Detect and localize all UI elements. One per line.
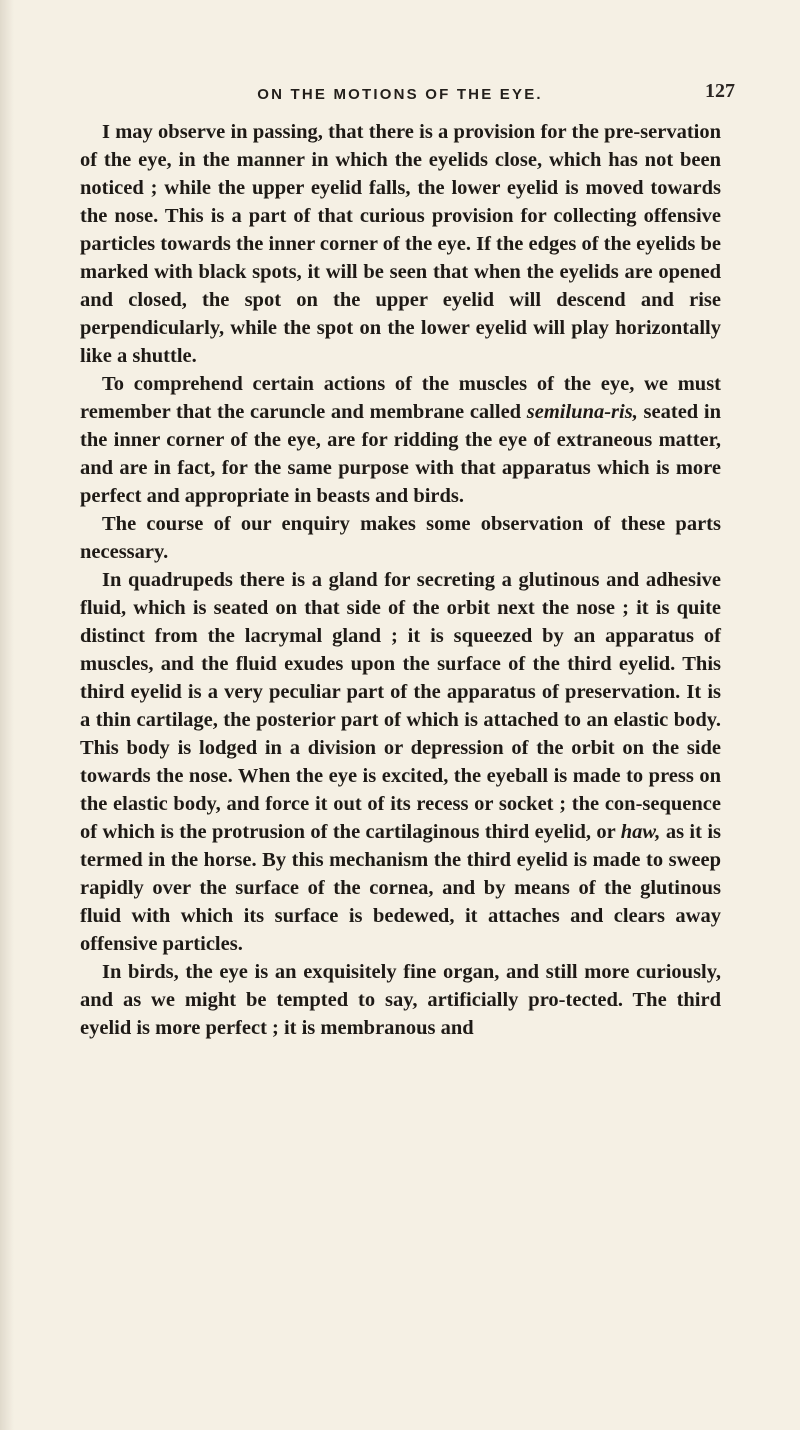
running-header: ON THE MOTIONS OF THE EYE. <box>257 86 543 103</box>
paragraph-2-term-semilunaris: semiluna-ris, <box>526 401 638 423</box>
paragraph-5: In birds, the eye is an exquisitely fine organ, and still more curiously, and as we might be tempted to say, artificially pro-tected. The third eyelid is more perfect ; it is membranous and <box>80 961 721 1039</box>
paragraph-4 <box>80 566 721 958</box>
page-number: 127 <box>705 80 735 102</box>
paragraph-1: I may observe in passing, that there is a provision for the pre-servation of the eye, in the manner in which the eyelids close, which has not been noticed ; while the upper eyelid falls, the lower eyelid is moved towards the nose. This is a part of that curious provision for collecting offensive particles towards the inner corner of the eye. If the edges of the eyelids be marked with black spots, it will be seen that when the eyelids are opened and closed, the spot on the upper eyelid will descend and rise perpendicularly, while the spot on the lower eyelid will play horizontally like a shuttle. <box>80 121 721 367</box>
paragraph-4-text-b: as it is termed in the horse. By this mechanism the third eyelid is made to sweep rapidly over the surface of the cornea, and by means of the glutinous fluid with which its surface is bedewed, it attaches and clears away offensive particles. <box>80 821 721 955</box>
paragraph-2 <box>80 370 721 510</box>
paragraph-3: The course of our enquiry makes some observation of these parts necessary. <box>80 513 721 563</box>
paragraph-4-text-a: In quadrupeds there is a gland for secreting a glutinous and adhesive fluid, which is seated on that side of the orbit next the nose ; it is quite distinct from the lacrymal gland ; it is squeezed by an apparatus of muscles, and the fluid exudes upon the surface of the third eyelid. This third eyelid is a very peculiar part of the apparatus of preservation. It is a thin cartilage, the posterior part of which is attached to an elastic body. This body is lodged in a division or depression of the orbit on the side towards the nose. When the eye is excited, the eyeball is made to press on the elastic body, and force it out of its recess or socket ; the con-sequence of which is the protrusion of the cartilaginous third eyelid, or <box>80 569 721 843</box>
paragraph-4-term-haw: haw, <box>620 821 661 843</box>
page-gutter-shadow <box>0 0 14 1430</box>
paragraph-2-text-b: seated in the inner corner of the eye, are for ridding the eye of extraneous matter, and are in fact, for the same purpose with that apparatus which is more perfect and appropriate in beasts and birds. <box>80 401 721 507</box>
paragraph-2-text-a: To comprehend certain actions of the muscles of the eye, we must remember that the caruncle and membrane called <box>80 373 721 423</box>
body-text <box>80 118 721 1042</box>
